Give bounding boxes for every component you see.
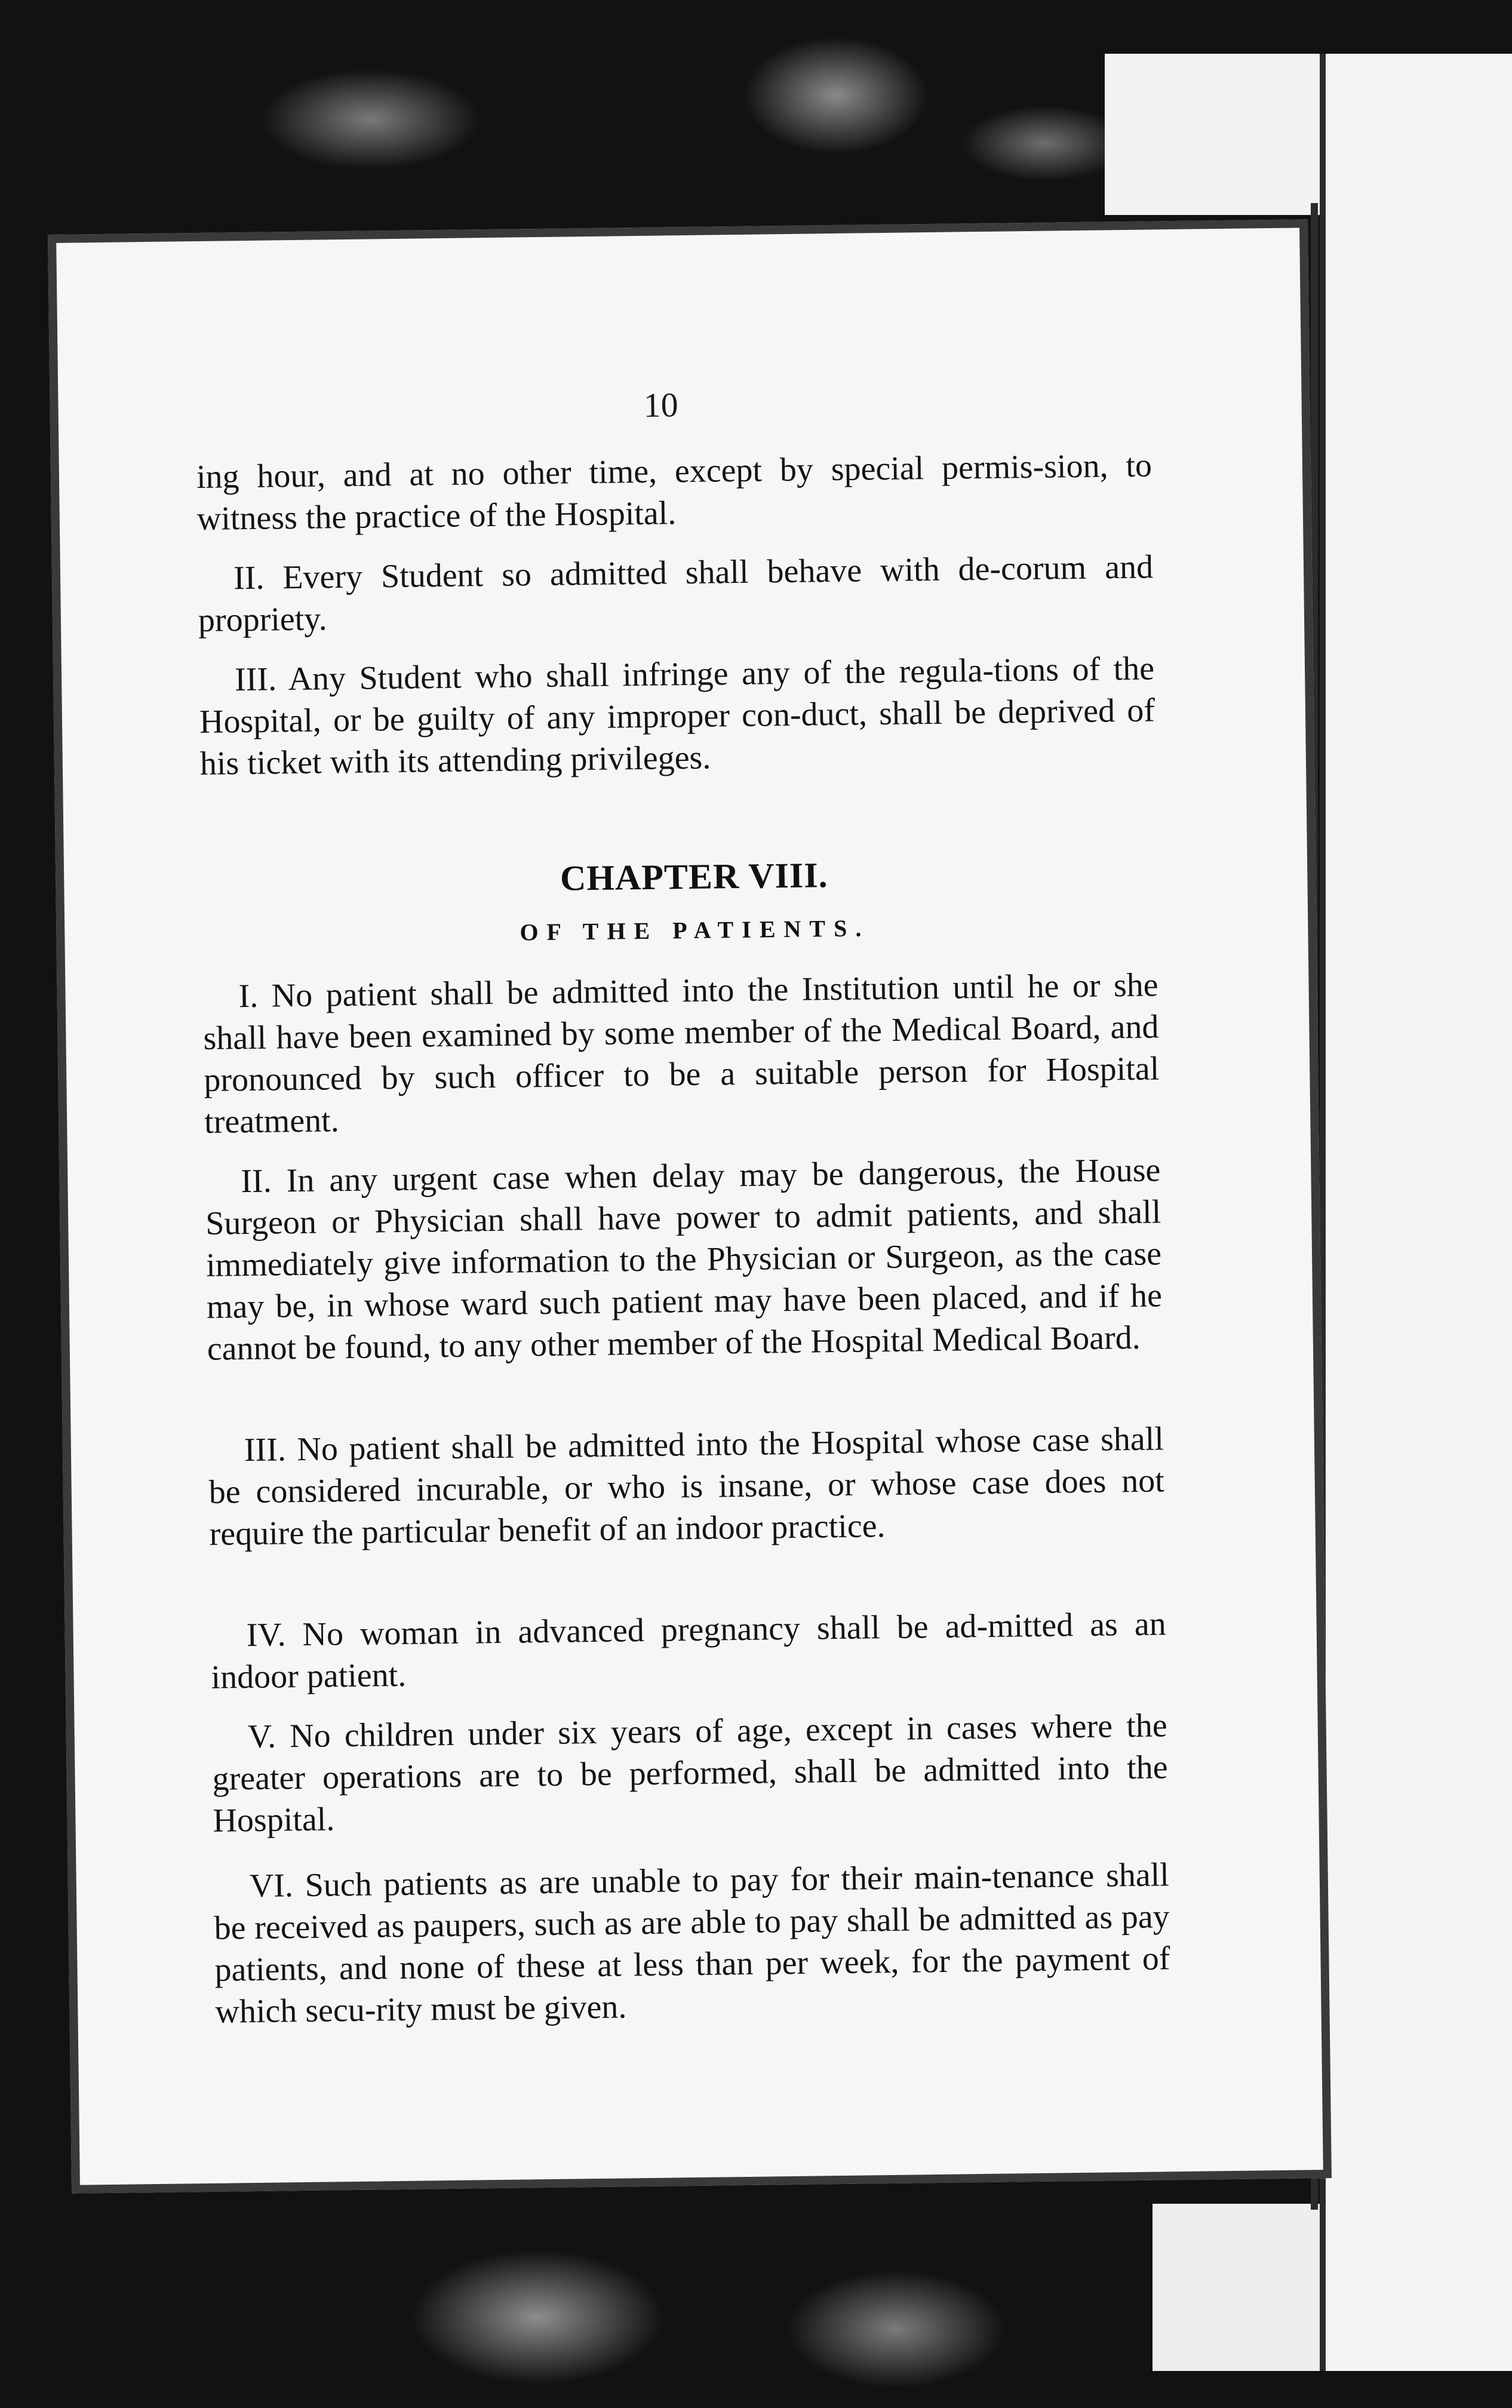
paragraph-rule-iii: III. Any Student who shall infringe any of the regula-tions of the Hospital, or be guilty of any improper con-duct, shall be deprived of his ticket with its attending privileges. bbox=[199, 650, 1155, 782]
next-page-strip bbox=[1320, 54, 1512, 2371]
page-number: 10 bbox=[643, 385, 678, 425]
chapter-title: CHAPTER VIII. bbox=[560, 855, 828, 898]
document-page bbox=[48, 219, 1332, 2194]
patient-rule-vi: VI. Such patients as are unable to pay for their main-tenance shall be received as paupers, such as are able to pay shall be admitted as pay patients, and none of these at less than per week, for the payment of which secu-rity must be given. bbox=[214, 1856, 1170, 2031]
patient-rule-iii: III. No patient shall be admitted into the Hospital whose case shall be considered incurable, or who is insane, or whose case does not require the particular benefit of an indoor practice. bbox=[208, 1420, 1165, 1553]
patient-rule-iv: IV. No woman in advanced pregnancy shall be ad-mitted as an indoor patient. bbox=[211, 1605, 1166, 1696]
patient-rule-v: V. No children under six years of age, except in cases where the greater operations are to be performed, shall be admitted into the Hospital. bbox=[212, 1707, 1168, 1839]
patient-rule-i: I. No patient shall be admitted into the Institution until he or she shall have been examined by some member of the Medical Board, and pronounced by such officer to be a suitable person for Hospital treatment. bbox=[203, 966, 1160, 1141]
paragraph-rule-ii: II. Every Student so admitted shall behave with de-corum and propriety. bbox=[198, 548, 1154, 639]
backdrop-paper-bottom bbox=[1153, 2204, 1332, 2371]
paragraph-continuation: ing hour, and at no other time, except by special permis-sion, to witness the practice of the Hospital. bbox=[196, 447, 1153, 538]
patient-rule-ii: II. In any urgent case when delay may be dangerous, the House Surgeon or Physician shall have power to admit patients, and shall immediately give information to the Physician or Surgeon, as the case may be, in whose ward such patient may have been placed, and if he cannot be found, to any other member of the Hospital Medical Board. bbox=[205, 1151, 1163, 1368]
backdrop-paper-top bbox=[1105, 54, 1320, 215]
chapter-subtitle: OF THE PATIENTS. bbox=[520, 914, 870, 946]
